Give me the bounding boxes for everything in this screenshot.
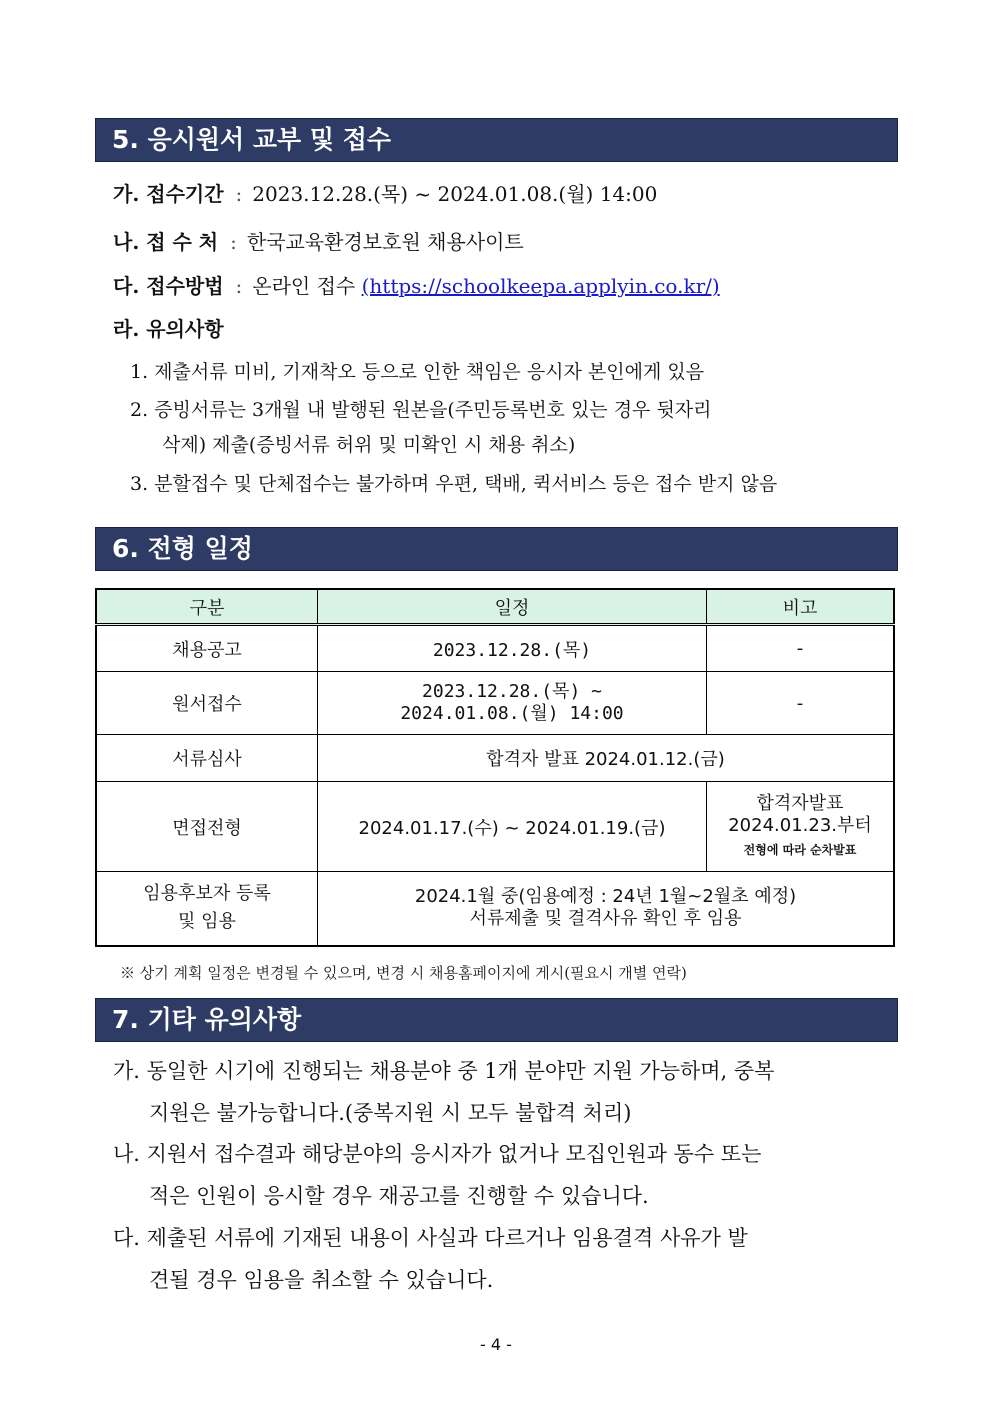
separator: : bbox=[235, 274, 243, 298]
note-item-2-cont: 삭제) 제출(증빙서류 허위 및 미확인 시 채용 취소) bbox=[162, 434, 576, 456]
apply-location-label: 나. 접 수 처 bbox=[113, 230, 219, 254]
apply-period-value: 2023.12.28.(목) ~ 2024.01.08.(월) 14:00 bbox=[252, 182, 658, 206]
other-note-2 bbox=[113, 1133, 898, 1217]
apply-method-row bbox=[113, 272, 720, 300]
apply-location-value: 한국교육환경보호원 채용사이트 bbox=[246, 230, 524, 254]
date-cell bbox=[318, 872, 895, 946]
stage-line: 임용후보자 등록 bbox=[143, 883, 271, 905]
apply-period-row bbox=[113, 180, 657, 208]
note-cell: - bbox=[707, 625, 895, 672]
schedule-table bbox=[95, 588, 895, 947]
table-row bbox=[96, 672, 894, 735]
schedule-footnote: ※ 상기 계획 일정은 변경될 수 있으며, 변경 시 채용홈페이지에 게시(필요시 개별 연락) bbox=[120, 964, 687, 982]
note-line-cont: 지원은 불가능합니다.(중복지원 시 모두 불합격 처리) bbox=[149, 1101, 632, 1125]
note-line-cont: 적은 인원이 응시할 경우 재공고를 진행할 수 있습니다. bbox=[149, 1184, 649, 1208]
apply-method-label: 다. 접수방법 bbox=[113, 274, 224, 298]
stage-cell: 서류심사 bbox=[96, 735, 318, 782]
section-6-header: 6. 전형 일정 bbox=[95, 527, 898, 571]
note-cell: - bbox=[707, 672, 895, 735]
note-line: 합격자발표 bbox=[756, 792, 844, 814]
note-line: 다. 제출된 서류에 기재된 내용이 사실과 다르거나 임용결격 사유가 발 bbox=[113, 1226, 748, 1250]
table-row bbox=[96, 782, 894, 872]
other-note-1 bbox=[113, 1050, 898, 1134]
separator: : bbox=[230, 230, 237, 254]
table-header-date: 일정 bbox=[318, 589, 707, 625]
date-line: 서류제출 및 결격사유 확인 후 임용 bbox=[469, 908, 742, 930]
note-line-cont: 견될 경우 임용을 취소할 수 있습니다. bbox=[149, 1268, 494, 1292]
stage-cell bbox=[96, 872, 318, 946]
apply-location-row bbox=[113, 228, 524, 256]
stage-cell: 원서접수 bbox=[96, 672, 318, 735]
date-cell: 2024.01.17.(수) ~ 2024.01.19.(금) bbox=[318, 782, 707, 872]
date-line: 2024.1월 중(임용예정 : 24년 1월~2월초 예정) bbox=[414, 886, 797, 908]
stage-cell: 채용공고 bbox=[96, 625, 318, 672]
notes-label: 라. 유의사항 bbox=[113, 317, 224, 341]
note-item-3: 3. 분할접수 및 단체접수는 불가하며 우편, 택배, 퀵서비스 등은 접수 받지 않음 bbox=[130, 473, 778, 495]
table-row bbox=[96, 625, 894, 672]
page-number: - 4 - bbox=[480, 1335, 512, 1354]
section-7-header: 7. 기타 유의사항 bbox=[95, 998, 898, 1042]
separator: : bbox=[235, 182, 243, 206]
date-cell bbox=[318, 672, 707, 735]
table-row bbox=[96, 735, 894, 782]
note-line: 나. 지원서 접수결과 해당분야의 응시자가 없거나 모집인원과 동수 또는 bbox=[113, 1142, 762, 1166]
other-note-3 bbox=[113, 1217, 898, 1301]
date-line: 2023.12.28.(목) ~ bbox=[422, 681, 602, 702]
apply-period-label: 가. 접수기간 bbox=[113, 182, 224, 206]
note-item-2: 2. 증빙서류는 3개월 내 발행된 원본을(주민등록번호 있는 경우 뒷자리 bbox=[130, 399, 712, 421]
note-line: 가. 동일한 시기에 진행되는 채용분야 중 1개 분야만 지원 가능하며, 중복 bbox=[113, 1059, 775, 1083]
note-subline: 전형에 따라 순차발표 bbox=[743, 842, 857, 857]
note-item-1: 1. 제출서류 미비, 기재착오 등으로 인한 책임은 응시자 본인에게 있음 bbox=[130, 361, 705, 383]
stage-line: 및 임용 bbox=[178, 911, 236, 933]
date-cell: 합격자 발표 2024.01.12.(금) bbox=[318, 735, 895, 782]
stage-cell: 면접전형 bbox=[96, 782, 318, 872]
table-row bbox=[96, 872, 894, 946]
date-cell: 2023.12.28.(목) bbox=[318, 625, 707, 672]
notes-heading bbox=[113, 315, 224, 343]
table-header-note: 비고 bbox=[707, 589, 895, 625]
table-header-stage: 구분 bbox=[96, 589, 318, 625]
apply-site-link[interactable]: (https://schoolkeepa.applyin.co.kr/) bbox=[361, 274, 720, 298]
note-line: 2024.01.23.부터 bbox=[728, 814, 872, 836]
apply-method-value: 온라인 접수 bbox=[252, 274, 356, 298]
note-cell bbox=[707, 782, 895, 872]
date-line: 2024.01.08.(월) 14:00 bbox=[400, 703, 624, 724]
section-5-header: 5. 응시원서 교부 및 접수 bbox=[95, 118, 898, 162]
